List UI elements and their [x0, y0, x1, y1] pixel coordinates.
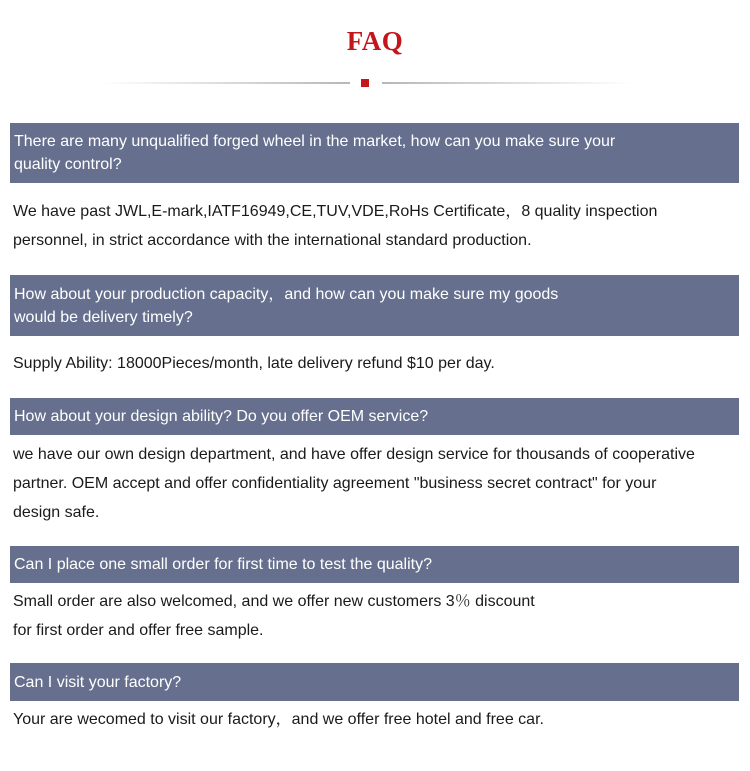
- faq-answer-1: [13, 197, 738, 255]
- faq-question-3: [10, 398, 739, 435]
- question-line: How about your design ability? Do you offer OEM service?: [14, 408, 429, 425]
- answer-line: personnel, in strict accordance with the international standard production.: [13, 232, 532, 249]
- faq-question-1: [10, 123, 739, 183]
- faq-answer-3: [13, 440, 738, 527]
- question-line: There are many unqualified forged wheel in the market, how can you make sure your: [14, 133, 616, 150]
- divider-dot: [361, 79, 369, 87]
- question-line: quality control?: [14, 156, 122, 173]
- question-line: Can I visit your factory?: [14, 673, 182, 691]
- faq-question-4: [10, 546, 739, 583]
- answer-line: partner. OEM accept and offer confidentiality agreement "business secret contract" for your: [13, 475, 657, 492]
- answer-line: Your are wecomed to visit our factory，and we offer free hotel and free car.: [13, 711, 544, 728]
- answer-line: we have our own design department, and have offer design service for thousands of cooperative: [13, 446, 695, 463]
- divider-line-left: [100, 82, 350, 84]
- faq-answer-2: [13, 349, 738, 378]
- answer-line: for first order and offer free sample.: [13, 622, 264, 639]
- answer-line: Small order are also welcomed, and we offer new customers 3％ discount: [13, 593, 535, 610]
- answer-line: We have past JWL,E-mark,IATF16949,CE,TUV,VDE,RoHs Certificate，8 quality inspection: [13, 203, 658, 220]
- faq-question-2: [10, 275, 739, 336]
- question-line: How about your production capacity，and how can you make sure my goods: [14, 285, 559, 303]
- title-divider: [0, 77, 750, 89]
- question-line: would be delivery timely?: [14, 308, 193, 326]
- faq-answer-4: [13, 587, 738, 645]
- question-line: Can I place one small order for first time to test the quality?: [14, 556, 432, 573]
- divider-line-right: [382, 82, 632, 84]
- faq-answer-5: [13, 705, 738, 734]
- faq-question-5: [10, 663, 739, 701]
- answer-line: design safe.: [13, 504, 100, 521]
- page-title: FAQ: [346, 26, 404, 56]
- answer-line: Supply Ability: 18000Pieces/month, late delivery refund $10 per day.: [13, 355, 495, 372]
